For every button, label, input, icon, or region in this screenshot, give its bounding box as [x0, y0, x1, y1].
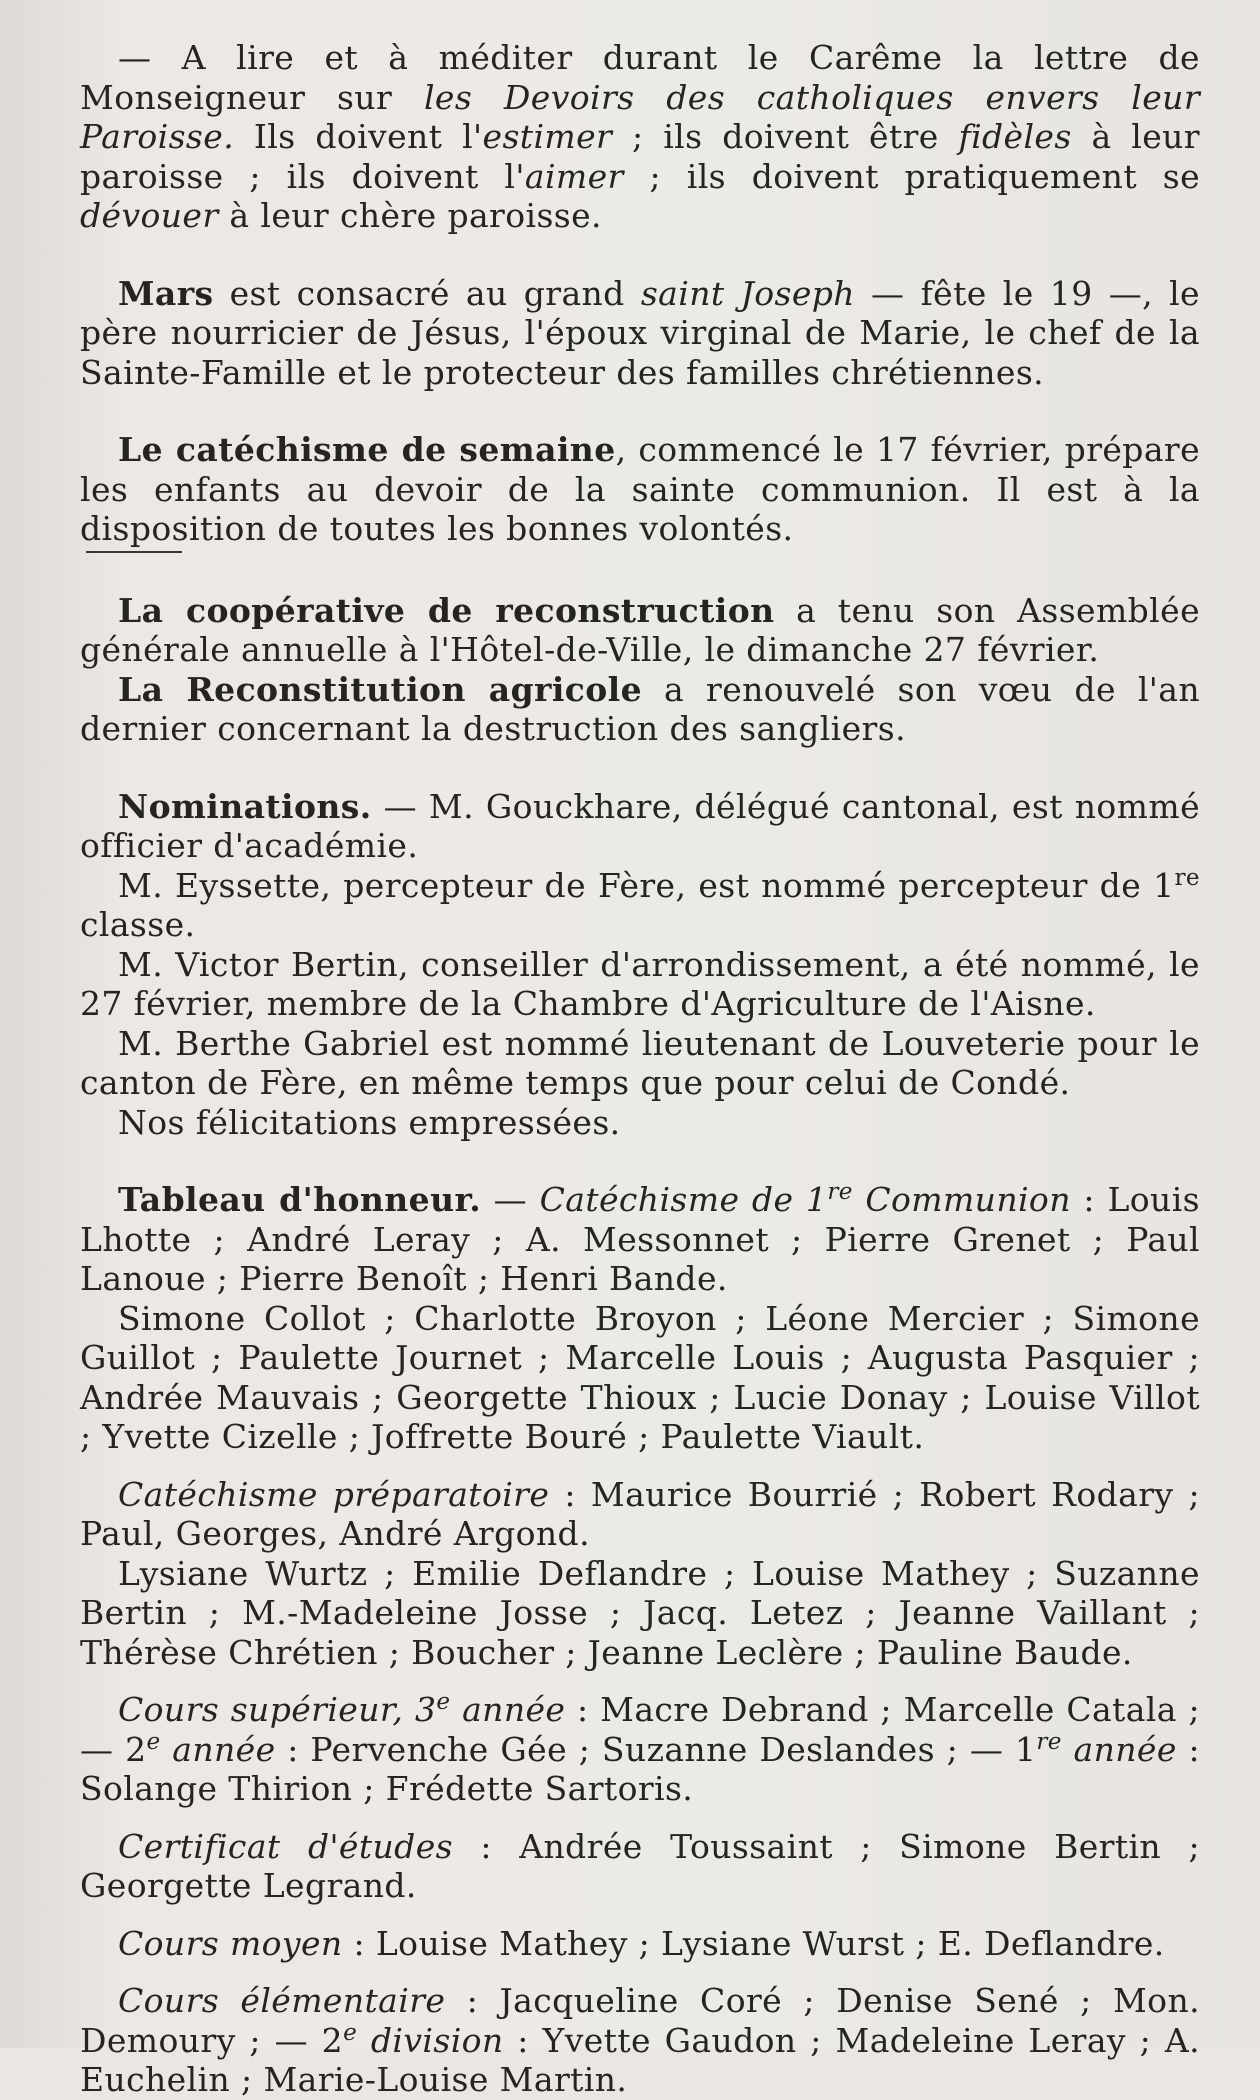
certificat-paragraph	[80, 1827, 1200, 1906]
preparatoire-label: Catéchisme préparatoire	[118, 1474, 550, 1514]
elementaire-label: Cours élémentaire	[118, 1981, 446, 2020]
tableau-italic-1b: Communion	[852, 1180, 1071, 1219]
reconstitution-heading: La Reconstitution agricole	[118, 669, 643, 709]
preparatoire-paragraph-2: Lysiane Wurtz ; Emilie Deflandre ; Louise Mathey ; Suzanne Bertin ; M.-Madeleine Josse ; Jacq. Letez ; Jeanne Vaillant ; Thérèse Chrétien ; Boucher ; Jeanne Leclère ; Pauline Baude.	[80, 1553, 1200, 1672]
mars-text-1: est consacré au grand	[213, 273, 641, 313]
cooperative-paragraph	[80, 591, 1200, 670]
superieur-annee-2: année	[160, 1729, 276, 1769]
catechisme-text: , commencé le 17 février, prépare les enfants au devoir de la sainte communion. Il est à la disposition de toutes les bonnes volontés.	[80, 430, 1200, 548]
elementaire-text-2: : Yvette Gaudon ; Madeleine Leray ; A. Euchelin ; Marie-Louise Martin.	[80, 2020, 1201, 2099]
tableau-text-1: : Louis Lhotte ; André Leray ; A. Messonnet ; Pierre Grenet ; Paul Lanoue ; Pierre Benoît ; Henri Bande.	[80, 1180, 1200, 1298]
mars-text-2: — fête le 19 —, le père nourricier de Jésus, l'époux virginal de Marie, le chef de la Sainte-Famille et le protecteur des familles chrétiennes.	[80, 273, 1200, 392]
superieur-text-2: : Pervenche Gée ; Suzanne Deslandes ; —	[275, 1729, 1015, 1769]
superieur-text-3: : Solange Thirion ; Frédette Sartoris.	[80, 1729, 1201, 1808]
reconstitution-text: a renouvelé son vœu de l'an dernier concernant la destruction des sangliers.	[80, 669, 1200, 748]
reconstitution-paragraph	[80, 670, 1200, 749]
elementaire-text-1: : Jacqueline Coré ; Denise Sené ; Mon. Demoury ; — 2	[80, 1981, 1200, 2060]
careme-text-2: Ils doivent l'	[234, 117, 483, 156]
nominations-paragraph-5: Nos félicitations empressées.	[118, 1102, 621, 1142]
tableau-italic-1: Catéchisme de 1	[539, 1180, 828, 1219]
superieur-sup: e	[436, 1689, 451, 1715]
careme-italic-1: les Devoirs des catholiques envers leur Paroisse.	[80, 77, 1200, 156]
section-divider	[86, 551, 182, 553]
catechisme-heading: Le catéchisme de semaine	[118, 430, 616, 469]
tableau-sup: re	[827, 1179, 853, 1205]
moyen-label: Cours moyen	[118, 1923, 343, 1963]
tableau-dash: —	[481, 1180, 540, 1219]
superieur-num-1: 1	[1014, 1729, 1037, 1769]
tableau-paragraph-2: Simone Collot ; Charlotte Broyon ; Léone Mercier ; Simone Guillot ; Paulette Journet ; Marcelle Louis ; Augusta Pasquier ; Andrée Mauvais ; Georgette Thioux ; Lucie Donay ; Louise Villot ; Yvette Cizelle ; Joffrette Bouré ; Paulette Viault.	[80, 1298, 1200, 1456]
nominations-paragraph-4: M. Berthe Gabriel est nommé lieutenant de Louveterie pour le canton de Fère, en même temps que pour celui de Condé.	[80, 1023, 1200, 1102]
tableau-paragraph	[80, 1180, 1200, 1299]
superieur-annee-1: année	[1061, 1729, 1177, 1769]
nominations-paragraph	[80, 787, 1200, 866]
superieur-label-2: année	[450, 1690, 566, 1729]
superieur-label: Cours supérieur, 3	[118, 1690, 437, 1729]
careme-text-5: ; ils doivent pratiquement se	[623, 156, 1201, 196]
cooperative-heading: La coopérative de reconstruction	[118, 590, 775, 630]
superieur-paragraph	[80, 1690, 1200, 1809]
elementaire-sup: e	[343, 2019, 358, 2046]
careme-italic-5: dévouer	[80, 196, 219, 235]
preparatoire-paragraph	[80, 1475, 1200, 1554]
moyen-paragraph	[80, 1924, 1200, 1964]
careme-italic-2: estimer	[482, 117, 613, 156]
nominations-sup: re	[1174, 864, 1200, 891]
certificat-label: Certificat d'études	[118, 1826, 453, 1866]
nominations-heading: Nominations.	[118, 786, 372, 826]
superieur-sup-1: re	[1036, 1728, 1062, 1755]
tableau-heading: Tableau d'honneur.	[118, 1180, 482, 1219]
certificat-text: : Andrée Toussaint ; Simone Bertin ; Georgette Legrand.	[80, 1826, 1200, 1905]
superieur-sup-2: e	[146, 1728, 161, 1755]
nominations-paragraph-3: M. Victor Bertin, conseiller d'arrondissement, a été nommé, le 27 février, membre de la Chambre d'Agriculture de l'Aisne.	[80, 944, 1200, 1023]
careme-italic-4: aimer	[524, 156, 624, 196]
preparatoire-text: : Maurice Bourrié ; Robert Rodary ; Paul, Georges, André Argond.	[80, 1474, 1200, 1553]
nominations-paragraph-2	[80, 866, 1200, 945]
nominations-text-1: — M. Gouckhare, délégué cantonal, est nommé officier d'académie.	[80, 786, 1200, 865]
superieur-num-2: 2	[125, 1729, 147, 1769]
mars-heading: Mars	[118, 273, 214, 313]
moyen-text: : Louise Mathey ; Lysiane Wurst ; E. Deflandre.	[342, 1923, 1165, 1963]
careme-italic-3: fidèles	[958, 117, 1072, 156]
nominations-text-2b: classe.	[80, 905, 196, 944]
cooperative-text: a tenu son Assemblée générale annuelle à l'Hôtel-de-Ville, le dimanche 27 février.	[80, 590, 1200, 669]
superieur-text-1: : Macre Debrand ; Marcelle Catala ; —	[80, 1690, 1200, 1769]
elementaire-paragraph	[80, 1981, 1200, 2100]
careme-text-3: ; ils doivent être	[612, 117, 959, 156]
careme-paragraph	[80, 38, 1200, 236]
catechisme-paragraph	[80, 430, 1200, 549]
nominations-text-2a: M. Eyssette, percepteur de Fère, est nommé percepteur de 1	[118, 865, 1175, 905]
careme-text-6: à leur chère paroisse.	[218, 196, 602, 235]
careme-text-1: — A lire et à méditer durant le Carême la lettre de Monseigneur sur	[80, 38, 1200, 117]
elementaire-division: division	[357, 2020, 504, 2060]
mars-paragraph	[80, 274, 1200, 393]
mars-italic-1: saint Joseph	[640, 273, 855, 313]
careme-text-4: à leur paroisse ; ils doivent l'	[80, 117, 1200, 196]
